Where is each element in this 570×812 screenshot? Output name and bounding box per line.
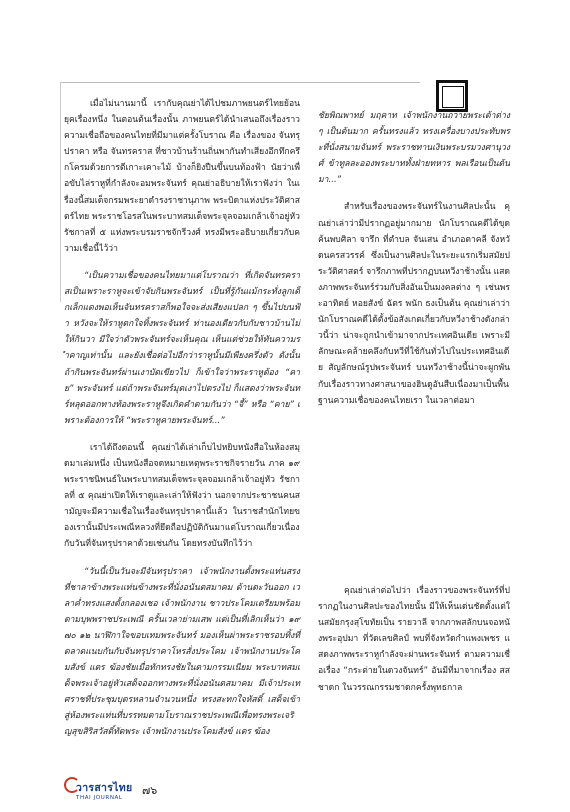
right-paragraph-1: สำหรับเรื่องของพระจันทร์ในงานศิลปะนั้น คุณย่าเล่าว่ามีปรากฏอยู่มากมาย นักโบราณคดีได้ขุดค้นพบศิลา จารึก ที่ตำบล จันเสน อำเภอตาคลี จังหวัดนครสวรรค์ ซึ่งเป็นงานศิลปะในระยะแรกเริ่มสมัยประวัติศาสตร์ จารึกภาพที่ปรากฏบนหวีงาช้างนั้น แสดงภาพพระจันทร์ร่วมกับสิ่งอันเป็นมงคลต่าง ๆ เช่นพระอาทิตย์ หอยสังข์ ฉัตร พนัก ธงเป็นต้น คุณย่าเล่าว่า นักโบราณคดีได้ตั้งข้อสังเกตเกี่ยวกับหวีงาช้างดังกล่าวนี้ว่า น่าจะถูกนำเข้ามาจากประเทศอินเดีย เพราะมีลักษณะคล้ายคลึงกับหวีที่ใช้กันทั่วไปในประเทศอินเดีย สัญลักษณ์รูปพระจันทร์ บนหวีงาช้างนี้น่าจะผูกพันกับเรื่องราวทางศาสนาของฮินดูอันสืบเนื่องมาเป็นพื้นฐานความเชื่อของคนไทยเรา ในเวลาต่อมา [318,202,511,406]
left-quote-1: “เป็นความเชื่อของคนไทยมาแต่โบราณว่า ที่เกิดจันทรคราสเป็นเพราะราหูจะเข้าจับกินพระจันทร์ เป็นที่รู้กันแม้กระทั่งลูกเด็กเล็กแดงพอเห็นจันทรคราสก็พอใจจะส่งเสียงแปลก ๆ ขึ้นไปบนฟ้า หวังจะให้ราหูตกใจทิ้งพระจันทร์ ท่านองเดียวกับกับชาวบ้านไม่ให้กินวา มีใจว่าตัวพระจันทร์จะเห็นคุณ เห็นแต่ช่วยให้ทันความรำคาญเท่านั้น และยังเชื่อต่อไปอีกว่าราหูนั้นมีเพียงครึ่งตัว ดังนั้น ถ้ากินพระจันทร์ผ่านเงาบัดเขียวไป ก็เข้าใจว่าพระราหูต้อง “คาย” พระจันทร์ แต่ถ้าพระจันทร์มุดเงาไปตรงไป ก็แสดงว่าพระจันทร์หลุดออกทางท้องพระราหูจึงเกิดคำตามกันว่า “จี้” หรือ “คาย” เพราะต้องการให้ “พระราหูคายพระจันทร์...” [64,270,300,426]
right-paragraph-2: คุณย่าเล่าต่อไปว่า เรื่องราวของพระจันทร์ที่ปรากฏในงานศิลปะของไทยนั้น มีให้เห็นเด่นชัดตั้งแต่ในสมัยกรุงสุโขทัยเป็น รายวาลี จากภาพสลักบนจอหนังพระอุปมา ที่วัดเลขศิลป์ พบที่จังหวัดกำแพงเพชร แสดงภาพพระราหูกำลังจะผ่านพระจันทร์ ตามความเชื่อเรื่อง “กระต่ายในดวงจันทร์” อันมีที่มาจากเรื่อง สสชาดก ในวรรณกรรมชาดกครั้งพุทธกาล [318,586,510,693]
right-column-bottom [318,583,510,707]
journal-logo [66,779,136,801]
left-paragraph-1: เมื่อไม่นานมานี้ เรากับคุณย่าได้ไปชมภาพยนตร์ไทยย้อนยุคเรื่องหนึ่ง ในตอนต้นเรื่องนั้น ภาพยนตร์ได้นำเสนอถึงเรื่องราวความเชื่อถือของคนไทยที่มีมาแต่ครั้งโบราณ คือ เรื่องของ จันทรุปราคา หรือ จันทรคราส ที่ชาวบ้านร้านถิ่นพากันทำเสียงอึกทึกครึกโครมด้วยการตีเกาะเคาะไม้ บ้างก็ยิงปืนขึ้นบนท้องฟ้า นัยว่าเพื่อขับไล่ราหูที่กำลังจะอมพระจันทร์ คุณย่าอธิบายให้เราฟังว่า ในเรื่องนี้สมเด็จกรมพระยาดำรงราชานุภาพ พระบิดาแห่งประวัติศาสตร์ไทย พระราชโอรสในพระบาทสมเด็จพระจุลจอมเกล้าเจ้าอยู่หัว รัชกาลที่ ๕ แห่งพระบรมราชจักรีวงศ์ ทรงมีพระอธิบายเกี่ยวกับความเชื่อนี้ไว้ว่า [64,99,300,254]
frame-left-line [60,82,61,302]
swirl-icon [64,777,80,793]
left-paragraph-2: เราได้ถึงตอนนี้ คุณย่าได้เล่าเก็บไปหยิบหนังสือในห้องสมุดมาเล่มหนึ่ง เป็นหนังสือจดหมายเหตุพระราชกิจรายวัน ภาค ๑๙ พระราชนิพนธ์ในพระบาทสมเด็จพระจุลจอมเกล้าเจ้าอยู่หัว รัชกาลที่ ๕ คุณย่าเปิดให้เราดูและเล่าให้ฟังว่า นอกจากประชาชนคนสามัญจะมีความเชื่อในเรื่องจันทรุปราคานี้แล้ว ในราชสำนักไทยของเรานั้นมีประเพณีหลวงที่ยึดถือปฏิบัติกันมาแต่โบราณเกี่ยวเนื่องกับวันที่จันทรุปราคาด้วยเช่นกัน โดยทรงบันทึกไว้ว่า [64,442,300,550]
right-quote-continuation: ชัยพิณพาทย์ มฤคาท เจ้าพนักงานถวายพระเต้าต่าง ๆ เป็นต้นมาก ครั้นทรงแล้ว ทรงเครื่องบางประทับพระที่นั่งสนามจันทร์ พระราชทานเงินพระบรมวงศานุวงศ์ ข้าทูลละอองพระบาททั้งฝ่ายทหาร พลเรือนเป็นต้นมา...” [318,111,510,186]
journal-brand: วารสารไทย [76,782,133,794]
journal-brand-sub: THAI JOURNAL [76,795,123,801]
page-number: ๗๖ [142,784,158,797]
right-column-top [318,108,510,420]
frame-top-line [60,82,420,83]
left-column [64,96,300,752]
left-quote-2: “วันนี้เป็นวันจะมีจันทรุปราคา เจ้าพนักงานตั้งพระแท่นสรงที่ชาลาข้างพระแท่นข้างพระที่นั่งอนันตสมาคม ด้านตะวันออก เวลาค่ำทรงแสงตั้งกลองเชอ เจ้าพนักงาน ชาวประโคมเตรียมพร้อมตามบุพพราชประเพณี ครั้นเวลาย่ามเสพ แต่เป็นที่เลิกเห็นว่า ๑๙ ๗๐ ๑๒ นาฬิกาใจขอบเทมพระจันทร์ มองเห็นผ่าพระราชรอบทิ้งที่ตลาดแนบกันกับจันทรุปราคาโหรสั่งประโคม เจ้าพนักงานประโคมสังข์ แตร ฆ้องชัยเมื่อทักทรงชัยในตามกรรมเนียม พระบาทสมเด็จพระเจ้าอยู่หัวเสด็จออกทางพระที่นั่งอนันตสมาคม มีเจ้าประเทศราชที่ประชุมบุตรหลานจำนวนหนึ่ง ทรงสะทกใจหัสดิ์ เสด็จเข้าสู่ห้องพระแท่นที่บรรทมตามโบราณราชประเพณีเพื่อทรงพระเจริญสุขสิริสวัสดิ์ทัดพระ เจ้าพนักงานประโคมสังข์ แตร ฆ้อง [64,566,300,738]
